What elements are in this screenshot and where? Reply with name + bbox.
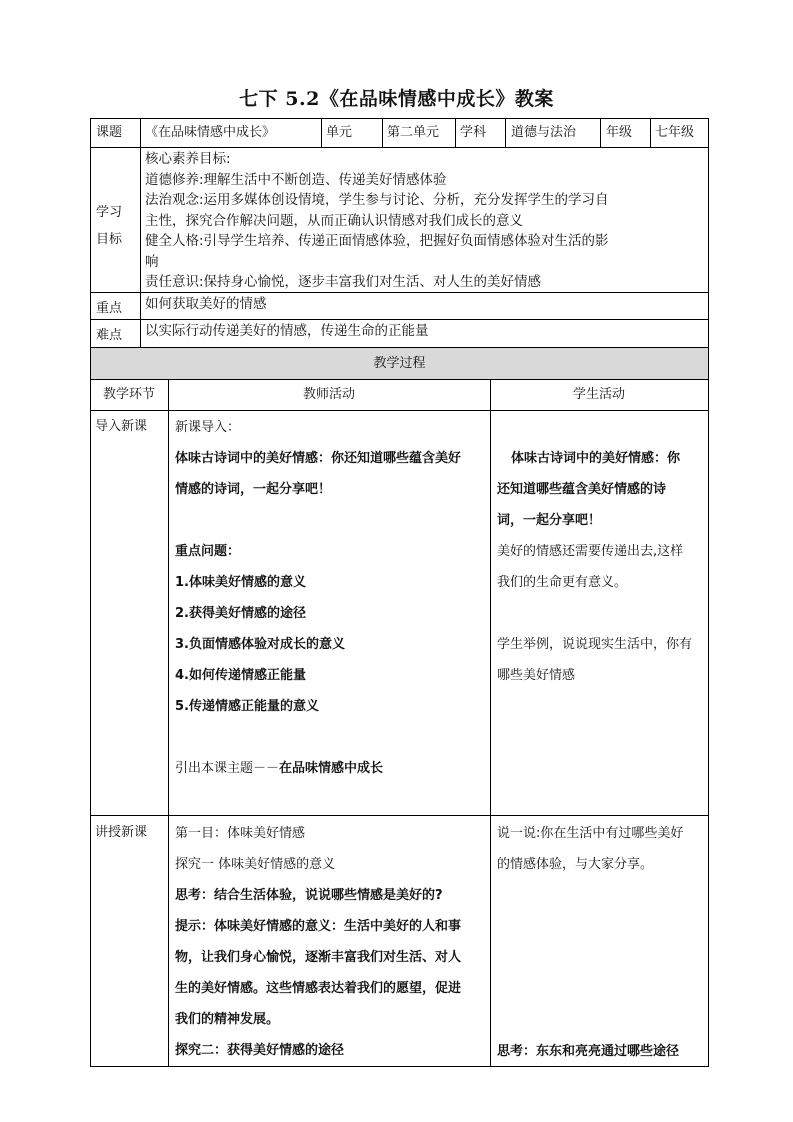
grade-value: 七年级: [655, 125, 695, 140]
goal-line: 核心素养目标:: [145, 151, 231, 167]
goals-label-line: 学习: [96, 205, 123, 220]
page-title: 七下 5.2《在品味情感中成长》教案: [239, 88, 554, 110]
lecture-line: 探究一 体味美好情感的意义: [175, 857, 336, 872]
grid-line: [90, 410, 709, 411]
grid-line: [708, 118, 709, 1066]
grid-line: [382, 118, 383, 147]
goal-line: 健全人格:引导学生培养、传递正面情感体验，把握好负面情感体验对生活的影: [145, 233, 609, 249]
student-text: 美好的情感还需要传递出去,这样: [497, 544, 684, 559]
student-poem-line: 体味古诗词中的美好情感：你: [511, 451, 681, 466]
goals-label-line: 目标: [96, 232, 123, 247]
grid-line: [90, 118, 91, 1066]
goal-line: 主性，探究合作解决问题，从而正确认识情感对我们成长的意义: [145, 212, 523, 229]
lecture-student: [497, 818, 707, 880]
lecture-line: 思考：结合生活体验，说说哪些情感是美好的?: [175, 888, 443, 903]
grid-line: [90, 319, 709, 320]
grid-line: [90, 1066, 709, 1067]
grid-line: [90, 118, 709, 119]
goal-line: 道德修养:理解生活中不断创造、传递美好情感体验: [145, 171, 447, 188]
grade-label: 年级: [606, 125, 633, 140]
topic-label: 课题: [96, 125, 123, 140]
process-header: 教学过程: [373, 356, 426, 371]
student-text: 学生举例，说说现实生活中，你有: [497, 637, 693, 652]
subject-value: 道德与法治: [511, 125, 577, 140]
difficulty-label: 难点: [96, 328, 123, 343]
difficulty-value: 以实际行动传递美好的情感，传递生命的正能量: [145, 323, 429, 339]
student-text: 哪些美好情感: [497, 668, 576, 683]
goals-content: [145, 149, 707, 293]
grid-line: [90, 379, 709, 380]
lecture-student-line: 的情感体验，与大家分享。: [497, 857, 654, 872]
unit-value: 第二单元: [387, 125, 440, 140]
lecture-student-line: 思考：东东和亮亮通过哪些途径: [497, 1044, 680, 1059]
grid-line: [490, 379, 491, 1066]
unit-label: 单元: [326, 125, 353, 140]
grid-line: [168, 379, 169, 1066]
lecture-line: 物，让我们身心愉悦，逐渐丰富我们对生活、对人: [175, 950, 462, 965]
lecture-line: 第一目：体味美好情感: [175, 826, 306, 841]
lesson-theme: [175, 753, 487, 784]
intro-stage: 导入新课: [95, 419, 148, 434]
grid-line: [455, 118, 456, 147]
topic-value: 《在品味情感中成长》: [145, 125, 276, 140]
lecture-line: 生的美好情感。这些情感表达着我们的愿望，促进: [175, 981, 462, 996]
intro-lead: 新课导入：: [175, 420, 241, 435]
intro-student: [497, 443, 707, 691]
key-questions-title: 重点问题：: [175, 544, 241, 559]
col-stage-header: 教学环节: [102, 387, 155, 402]
student-poem-line: 词，一起分享吧！: [497, 513, 602, 528]
subject-label: 学科: [460, 125, 487, 140]
goal-line: 责任意识:保持身心愉悦，逐步丰富我们对生活、对人生的美好情感: [145, 274, 542, 290]
lecture-line: 提示：体味美好情感的意义：生活中美好的人和事: [175, 919, 462, 934]
lecture-line: 我们的精神发展。: [175, 1012, 280, 1027]
key-question: 2.获得美好情感的途径: [175, 606, 306, 621]
intro-poem-line: 体味古诗词中的美好情感：你还知道哪些蕴含美好: [175, 451, 462, 466]
key-question: 3.负面情感体验对成长的意义: [175, 637, 345, 652]
lesson-theme-title: 在品味情感中成长: [279, 761, 384, 776]
student-poem-line: 还知道哪些蕴含美好情感的诗: [497, 482, 667, 497]
grid-line: [321, 118, 322, 147]
col-teacher-header: 教师活动: [302, 387, 355, 402]
goal-line: 响: [145, 253, 159, 270]
grid-line: [90, 347, 709, 348]
grid-line: [90, 147, 709, 148]
col-student-header: 学生活动: [572, 387, 625, 402]
key-point-value: 如何获取美好的情感: [145, 296, 267, 312]
key-point-label: 重点: [96, 301, 123, 316]
lecture-line: 探究二：获得美好情感的途径: [175, 1043, 345, 1058]
grid-line: [600, 118, 601, 147]
intro-poem-line: 情感的诗词，一起分享吧！: [175, 482, 332, 497]
intro-teacher: [175, 412, 487, 784]
key-question: 5.传递情感正能量的意义: [175, 699, 319, 714]
lecture-teacher: [175, 818, 487, 1066]
lesson-theme-prefix: 引出本课主题－－: [175, 761, 280, 776]
lecture-stage: 讲授新课: [95, 825, 148, 840]
lecture-student-line: 说一说:你在生活中有过哪些美好: [497, 826, 684, 841]
goals-label: [96, 199, 122, 253]
grid-line: [140, 118, 141, 347]
goal-line: 法治观念:运用多媒体创设情境，学生参与讨论、分析，充分发挥学生的学习自: [145, 192, 609, 208]
student-text: 我们的生命更有意义。: [497, 575, 628, 590]
grid-line: [505, 118, 506, 147]
key-question: 1.体味美好情感的意义: [175, 575, 306, 590]
key-question: 4.如何传递情感正能量: [175, 668, 306, 683]
grid-line: [650, 118, 651, 147]
grid-line: [90, 815, 709, 816]
